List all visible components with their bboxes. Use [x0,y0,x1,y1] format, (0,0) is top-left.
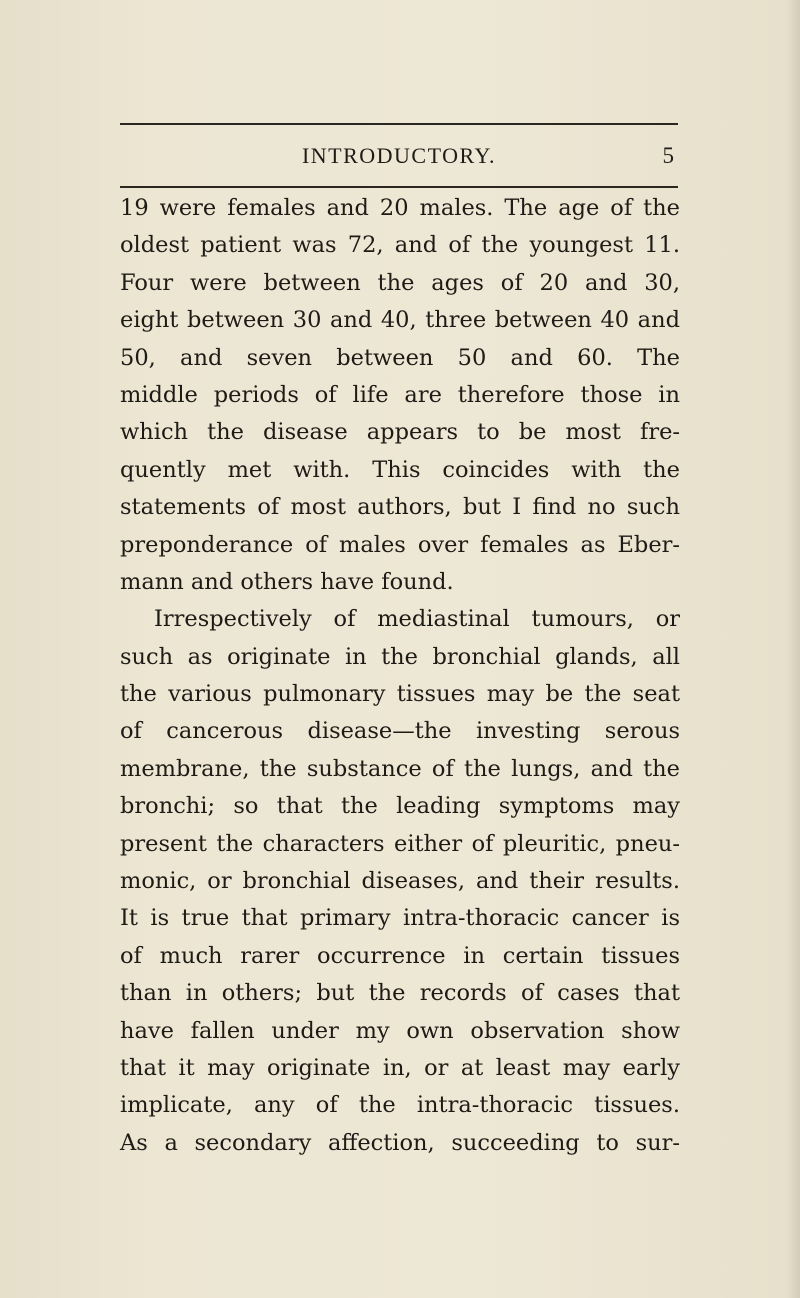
paragraph-end-line: mann and others have found. [120,568,454,595]
text-line: that it may originate in, or at least may early [120,1054,680,1081]
page-number: 5 [662,143,674,168]
text-line: of cancerous disease—the investing serous [120,718,680,745]
body-text [120,190,680,1162]
text-line: than in others; but the records of cases that [120,980,680,1007]
text-line: 19 were females and 20 males. The age of the [120,195,680,221]
text-line: implicate, any of the intra-thoracic tissues. [120,1092,680,1119]
text-line: membrane, the substance of the lungs, and the [120,755,680,782]
text-line: eight between 30 and 40, three between 40 and [120,307,680,334]
text-line: preponderance of males over females as Eber- [120,531,680,558]
text-line: which the disease appears to be most fre- [120,419,680,446]
header-rule-bottom [120,186,678,188]
text-line: quently met with. This coincides with the [120,456,680,483]
text-line: such as originate in the bronchial glands, all [120,643,680,670]
page-header [120,143,678,173]
text-line: middle periods of life are therefore those in [120,381,680,408]
text-line: the various pulmonary tissues may be the seat [120,681,680,708]
text-line: statements of most authors, but I find no such [120,494,680,521]
text-line: have fallen under my own observation show [120,1017,680,1044]
text-line: 50, and seven between 50 and 60. The [120,344,680,371]
text-line: It is true that primary intra-thoracic cancer is [120,905,680,932]
text-line: Four were between the ages of 20 and 30, [120,269,680,296]
text-line: As a secondary affection, succeeding to sur- [120,1129,680,1156]
text-line: of much rarer occurrence in certain tissues [120,942,680,969]
page-edge-shadow [786,0,800,1298]
text-line: present the characters either of pleuritic, pneu- [120,830,680,857]
running-head: INTRODUCTORY. [301,143,497,168]
text-line: bronchi; so that the leading symptoms may [120,793,680,820]
paragraph-start-line: Irrespectively of mediastinal tumours, or [154,606,680,633]
header-rule-top [120,123,678,125]
text-line: oldest patient was 72, and of the youngest 11. [120,232,680,259]
text-line: monic, or bronchial diseases, and their results. [120,868,680,895]
